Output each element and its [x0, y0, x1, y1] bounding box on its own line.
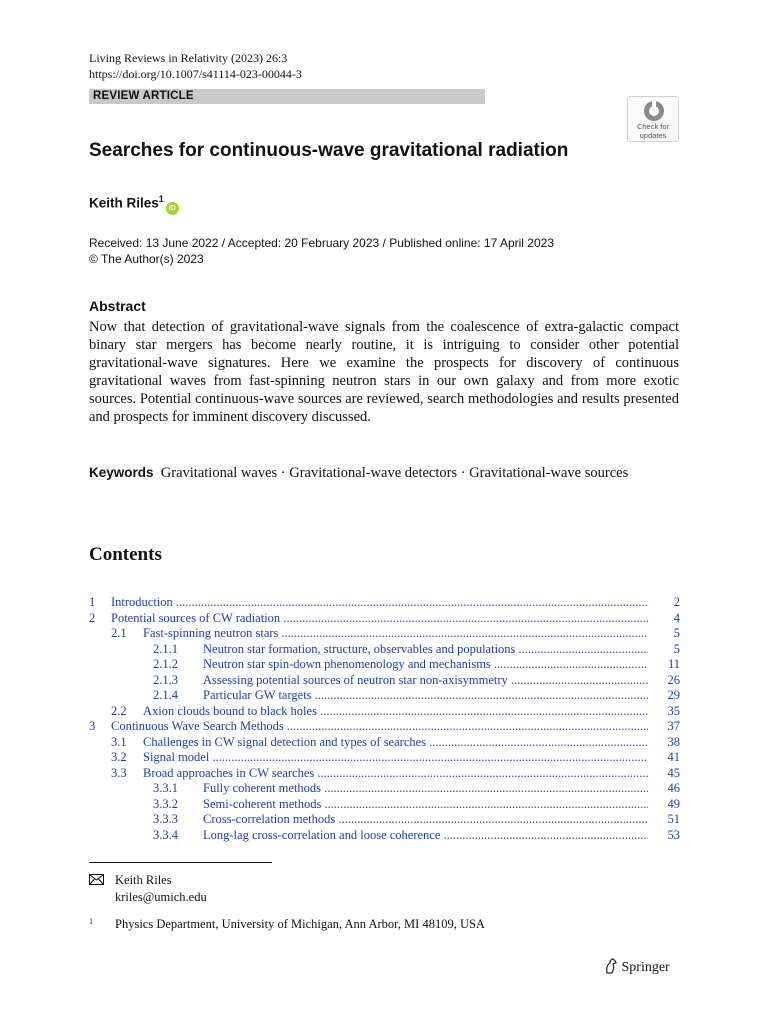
toc-entry-label[interactable]: Fully coherent methods .....	[203, 781, 648, 797]
toc-entry-number: 3	[89, 719, 96, 733]
table-of-contents	[89, 595, 680, 843]
author-affil-mark: 1	[158, 194, 164, 204]
contents-heading: Contents	[89, 544, 162, 565]
toc-entry-page[interactable]: 41	[667, 750, 680, 764]
toc-entry[interactable]	[89, 781, 680, 797]
publication-dates	[89, 235, 554, 267]
toc-entry-number: 3.3.2	[153, 796, 178, 811]
toc-entry[interactable]	[89, 688, 680, 704]
toc-entry-number: 3.3.1	[153, 781, 178, 795]
toc-entry-page[interactable]: 26	[667, 672, 680, 687]
toc-entry[interactable]	[89, 719, 680, 735]
toc-entry-number: 2.2	[111, 703, 127, 718]
toc-entry-label[interactable]: Potential sources of CW radiation .....	[111, 611, 648, 627]
envelope-icon	[89, 874, 104, 885]
publisher-logo	[604, 958, 670, 978]
toc-entry[interactable]	[89, 766, 680, 782]
toc-entry[interactable]	[89, 657, 680, 673]
toc-entry-label[interactable]: Introduction .....	[111, 595, 648, 611]
toc-entry-page[interactable]: 2	[673, 595, 680, 609]
contact-name: Keith Riles	[115, 873, 172, 887]
toc-entry-page[interactable]: 29	[667, 688, 680, 702]
toc-entry[interactable]	[89, 673, 680, 689]
toc-entry[interactable]	[89, 595, 680, 611]
toc-entry[interactable]	[89, 642, 680, 658]
toc-entry-label[interactable]: Axion clouds bound to black holes .....	[143, 704, 648, 720]
journal-line: Living Reviews in Relativity (2023) 26:3	[89, 51, 288, 65]
toc-entry[interactable]	[89, 750, 680, 766]
doi-link[interactable]: https://doi.org/10.1007/s41114-023-00044-3	[89, 67, 302, 81]
toc-entry-label[interactable]: Continuous Wave Search Methods .....	[111, 719, 648, 735]
toc-entry[interactable]	[89, 797, 680, 813]
toc-entry-page[interactable]: 53	[667, 827, 680, 842]
toc-entry-label[interactable]: Long-lag cross-correlation and loose coherence .....	[203, 828, 648, 844]
springer-horse-icon	[604, 958, 618, 974]
toc-entry[interactable]	[89, 704, 680, 720]
toc-entry-page[interactable]: 11	[667, 657, 680, 671]
toc-entry-page[interactable]: 5	[673, 641, 680, 656]
toc-entry-label[interactable]: Assessing potential sources of neutron star non-axisymmetry .....	[203, 673, 648, 689]
toc-entry[interactable]	[89, 812, 680, 828]
affiliation-text: Physics Department, University of Michigan, Ann Arbor, MI 48109, USA	[115, 917, 485, 931]
toc-entry-label[interactable]: Neutron star formation, structure, observables and populations .....	[203, 642, 648, 658]
toc-entry-page[interactable]: 51	[667, 812, 680, 826]
copyright-line: © The Author(s) 2023	[89, 252, 204, 266]
toc-entry-label[interactable]: Challenges in CW signal detection and types of searches .....	[143, 735, 648, 751]
paper-title: Searches for continuous-wave gravitational radiation	[89, 140, 569, 161]
toc-entry-label[interactable]: Neutron star spin-down phenomenology and mechanisms .....	[203, 657, 648, 673]
toc-entry-page[interactable]: 4	[673, 610, 680, 625]
check-for-updates-badge[interactable]	[627, 96, 679, 142]
contact-email[interactable]: kriles@umich.edu	[115, 890, 207, 904]
orcid-icon[interactable]: iD	[166, 202, 179, 215]
abstract-text: Now that detection of gravitational-wave signals from the coalescence of extra-galactic compact binary star mergers has become nearly routine, it is intriguing to consider other potential gravitational-wave signatures. Here we examine the prospects for discovery of continuous gravitational waves from fast-spinning neutron stars in our own galaxy and from more exotic sources. Potential continuous-wave sources are reviewed, search methodologies and results presented and prospects for imminent discovery discussed.	[89, 319, 679, 425]
toc-entry-number: 3.3.4	[153, 827, 178, 842]
toc-entry-label[interactable]: Signal model .....	[143, 750, 648, 766]
article-type-label: REVIEW ARTICLE	[93, 90, 194, 102]
toc-entry-number: 2.1.4	[153, 688, 178, 702]
toc-entry-page[interactable]: 38	[667, 734, 680, 749]
toc-entry-label[interactable]: Semi-coherent methods .....	[203, 797, 648, 813]
toc-entry-page[interactable]: 46	[667, 781, 680, 795]
toc-entry-number: 3.3	[111, 765, 127, 780]
keywords-heading: Keywords	[89, 465, 154, 480]
toc-entry-label[interactable]: Particular GW targets .....	[203, 688, 648, 704]
affil-mark: 1	[89, 917, 93, 926]
toc-entry[interactable]	[89, 626, 680, 642]
abstract-heading: Abstract	[89, 298, 146, 314]
toc-entry-label[interactable]: Fast-spinning neutron stars .....	[143, 626, 648, 642]
badge-line-2: updates	[639, 131, 667, 140]
author-name: Keith Riles	[89, 195, 159, 211]
toc-entry[interactable]	[89, 828, 680, 844]
toc-entry-page[interactable]: 37	[667, 719, 680, 733]
toc-entry-page[interactable]: 35	[667, 703, 680, 718]
toc-entry-label[interactable]: Broad approaches in CW searches .....	[143, 766, 648, 782]
article-type-banner	[89, 89, 485, 104]
journal-citation	[89, 50, 302, 82]
toc-entry[interactable]	[89, 735, 680, 751]
toc-entry-number: 3.3.3	[153, 812, 178, 826]
dates-line: Received: 13 June 2022 / Accepted: 20 February 2023 / Published online: 17 April 2023	[89, 236, 554, 250]
toc-entry-number: 2.1.2	[153, 657, 178, 671]
footnote-divider	[89, 862, 272, 863]
keywords	[89, 463, 679, 483]
publisher-name: Springer	[621, 960, 670, 975]
toc-entry-number: 2.1.1	[153, 641, 178, 656]
toc-entry-label[interactable]: Cross-correlation methods .....	[203, 812, 648, 828]
toc-entry-page[interactable]: 45	[667, 765, 680, 780]
toc-entry-number: 1	[89, 595, 96, 609]
toc-entry-page[interactable]: 49	[667, 796, 680, 811]
toc-entry-number: 2.1.3	[153, 672, 178, 687]
toc-entry-number: 2.1	[111, 626, 127, 640]
toc-entry-number: 3.2	[111, 750, 127, 764]
author-line	[89, 194, 179, 215]
toc-entry-page[interactable]: 5	[673, 626, 680, 640]
badge-line-1: Check for	[636, 122, 670, 131]
toc-entry-number: 3.1	[111, 734, 127, 749]
toc-entry[interactable]	[89, 611, 680, 627]
toc-entry-number: 2	[89, 610, 96, 625]
keywords-text: Gravitational waves · Gravitational-wave detectors · Gravitational-wave sources	[160, 465, 629, 481]
